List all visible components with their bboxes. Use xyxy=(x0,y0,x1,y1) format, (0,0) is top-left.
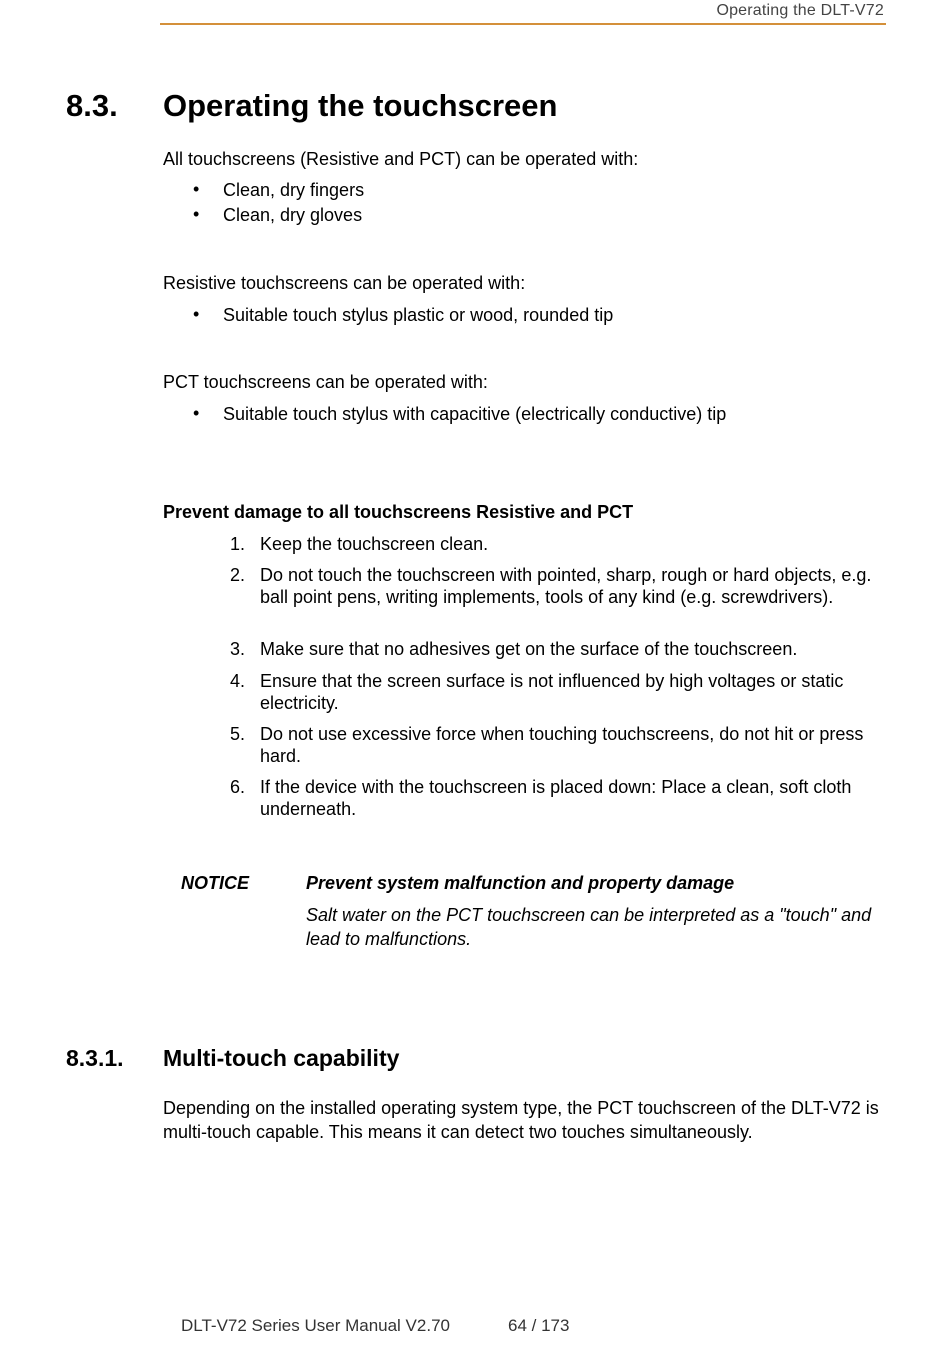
step-text: Do not use excessive force when touching touchscreens, do not hit or press hard. xyxy=(260,724,864,766)
step-number: 2. xyxy=(229,565,245,585)
notice-text: Salt water on the PCT touchscreen can be interpreted as a "touch" and lead to malfunctions. xyxy=(306,905,872,949)
bullet-icon: • xyxy=(193,403,200,423)
step-text: If the device with the touchscreen is placed down: Place a clean, soft cloth underneath. xyxy=(260,777,852,819)
subsection-number: 8.3.1. xyxy=(66,1045,124,1071)
step-number: 5. xyxy=(229,724,245,744)
pct-intro: PCT touchscreens can be operated with: xyxy=(163,372,488,392)
footer-page-number: 64 / 173 xyxy=(508,1316,570,1335)
footer-manual-title: DLT-V72 Series User Manual V2.70 xyxy=(181,1316,450,1335)
list-item: Clean, dry fingers xyxy=(223,180,365,200)
subsection-body: Depending on the installed operating system type, the PCT touchscreen of the DLT-V72 is multi-touch capable. This means it can detect two touches simultaneously. xyxy=(163,1098,879,1142)
step-text: Do not touch the touchscreen with pointed, sharp, rough or hard objects, e.g. ball point pens, writing implements, tools of any kind (e.g. screwdrivers). xyxy=(260,565,872,607)
step-text: Make sure that no adhesives get on the surface of the touchscreen. xyxy=(260,639,798,659)
bullet-icon: • xyxy=(193,204,200,224)
list-item: Clean, dry gloves xyxy=(223,205,363,225)
bullet-icon: • xyxy=(193,179,200,199)
step-number: 3. xyxy=(229,639,245,659)
step-number: 6. xyxy=(229,777,245,797)
step-number: 4. xyxy=(229,671,245,691)
notice-title: Prevent system malfunction and property damage xyxy=(306,873,735,893)
list-item: Suitable touch stylus plastic or wood, rounded tip xyxy=(223,305,614,325)
section-title: Operating the touchscreen xyxy=(163,88,558,123)
subsection-title: Multi-touch capability xyxy=(163,1045,400,1071)
list-item: Suitable touch stylus with capacitive (electrically conductive) tip xyxy=(223,404,727,424)
prevent-heading: Prevent damage to all touchscreens Resistive and PCT xyxy=(163,502,634,522)
step-text: Ensure that the screen surface is not influenced by high voltages or static electricity. xyxy=(260,671,844,713)
running-header: Operating the DLT-V72 xyxy=(716,2,884,19)
resistive-intro: Resistive touchscreens can be operated with: xyxy=(163,273,526,293)
header-rule xyxy=(160,23,886,25)
step-text: Keep the touchscreen clean. xyxy=(260,534,489,554)
bullet-icon: • xyxy=(193,304,200,324)
notice-label: NOTICE xyxy=(181,873,250,893)
all-screens-intro: All touchscreens (Resistive and PCT) can be operated with: xyxy=(163,149,639,169)
section-number: 8.3. xyxy=(66,88,118,123)
step-number: 1. xyxy=(229,534,245,554)
